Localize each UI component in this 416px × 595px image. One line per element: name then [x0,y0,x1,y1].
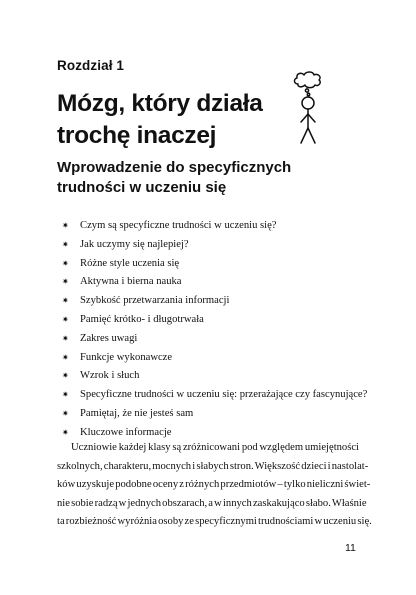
page-number: 11 [345,542,356,554]
bullet-star-icon: ✷ [62,277,69,287]
paragraph-line-text: ków uzyskuje podobne oceny z różnych przedmiotów – tylko nieliczni świet- [57,479,371,491]
list-item [62,258,382,277]
paragraph-line [57,476,371,495]
chapter-title-line: Mózg, który działa [57,90,263,117]
chapter-title [57,88,307,152]
list-item [62,314,382,333]
bullet-star-icon: ✷ [62,258,69,268]
paragraph-line [57,439,359,458]
list-item-text: Czym są specyficzne trudności w uczeniu się? [80,220,277,231]
body-paragraph [57,439,372,532]
bullet-star-icon: ✷ [62,314,69,324]
list-item-text: Funkcje wykonawcze [80,351,173,363]
list-item [62,370,382,389]
stick-figure-thinking-icon [284,66,332,146]
list-item-text: Jak uczymy się najlepiej? [80,238,189,250]
paragraph-line [57,458,369,477]
list-item [62,239,382,258]
paragraph-line-text: Uczniowie każdej klasy są zróżnicowani pod względem umiejętności [71,442,359,453]
list-item-text: Pamięć krótko- i długotrwała [80,313,204,325]
paragraph-line-text: nie sobie radzą w jednych obszarach, a w innych zaskakująco słabo. Właśnie [57,497,367,509]
chapter-contents-list [62,220,382,446]
bullet-star-icon: ✷ [62,427,69,437]
list-item-text: Różne style uczenia się [80,257,180,269]
bullet-star-icon: ✷ [62,221,69,230]
list-item-text: Specyficzne trudności w uczeniu się: przerażające czy fascynujące? [80,389,368,401]
chapter-subtitle-line: trudności w uczeniu się [57,179,227,196]
paragraph-line-text: ta rozbieżność wyróżnia osoby ze specyficznymi trudnościami w uczeniu się. [57,516,372,528]
paragraph-line [57,513,372,532]
list-item [62,389,382,408]
list-item [62,352,382,371]
list-item-text: Szybkość przetwarzania informacji [80,295,230,307]
list-item [62,408,382,427]
list-item-text: Kluczowe informacje [80,426,172,438]
list-item-text: Wzrok i słuch [80,370,140,382]
list-item [62,295,382,314]
chapter-subtitle [57,158,357,198]
chapter-label: Rozdział 1 [57,58,125,73]
bullet-star-icon: ✷ [62,408,69,418]
chapter-title-line: trochę inaczej [57,122,217,149]
list-item-text: Aktywna i bierna nauka [80,276,182,288]
list-item [62,276,382,295]
list-item [62,220,382,239]
bullet-star-icon: ✷ [62,390,69,400]
list-item-text: Zakres uwagi [80,332,138,344]
chapter-subtitle-line: Wprowadzenie do specyficznych [57,159,292,176]
list-item [62,333,382,352]
paragraph-line [57,495,367,514]
bullet-star-icon: ✷ [62,352,69,362]
list-item-text: Pamiętaj, że nie jesteś sam [80,407,194,419]
bullet-star-icon: ✷ [62,296,69,306]
bullet-star-icon: ✷ [62,371,69,381]
paragraph-line-text: szkolnych, charakteru, mocnych i słabych stron. Większość dzieci i nastolat- [57,460,369,472]
bullet-star-icon: ✷ [62,333,69,343]
bullet-star-icon: ✷ [62,239,69,249]
